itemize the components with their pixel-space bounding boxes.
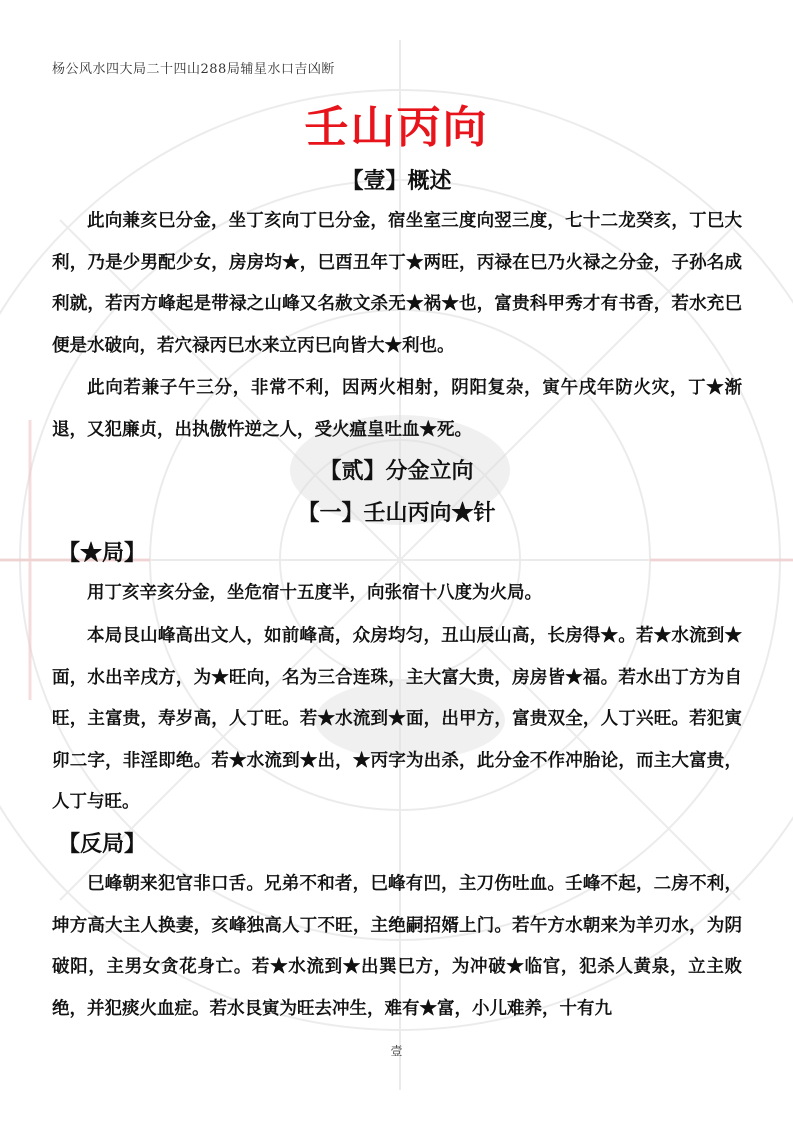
overview-paragraph-1: 此向兼亥巳分金，坐丁亥向丁巳分金，宿坐室三度向翌三度，七十二龙癸亥，丁巳大利，乃是少男配少女，房房均★，巳酉丑年丁★两旺，丙禄在巳乃火禄之分金，子孙名成利就，若丙方峰起是带禄之山峰又名赦文杀无★祸★也，富贵科甲秀才有书香，若水充巳便是水破向，若穴禄丙巳水来立丙巳向皆大★利也。: [52, 211, 742, 356]
fenjin-heading: 【贰】分金立向: [319, 458, 474, 484]
running-header: 杨公风水四大局二十四山288局辅星水口吉凶断: [52, 62, 335, 77]
sub-heading-needle: 【一】壬山丙向★针: [297, 500, 496, 526]
ju-paragraph-1: 用丁亥辛亥分金，坐危宿十五度半，向张宿十八度为火局。: [87, 583, 542, 603]
page-number: 壹: [390, 1044, 403, 1058]
overview-heading: 【壹】概述: [341, 168, 452, 194]
fanju-heading: 【反局】: [58, 831, 147, 857]
ju-paragraph-2: 本局艮山峰高出文人，如前峰高，众房均匀，丑山辰山高，长房得★。若★水流到★面，水出辛戌方，为★旺向，名为三合连珠，主大富大贵，房房皆★福。若水出丁方为自旺，主富贵，寿岁高，人丁旺。若★水流到★面，出甲方，富贵双全，人丁兴旺。若犯寅卯二字，非淫即绝。若★水流到★出，★丙字为出杀，此分金不作冲胎论，而主大富贵，人丁与旺。: [52, 626, 742, 812]
page-title: 壬山丙向: [304, 102, 489, 153]
ju-heading: 【★局】: [58, 540, 147, 566]
fanju-paragraph-1: 巳峰朝来犯官非口舌。兄弟不和者，巳峰有凹，主刀伤吐血。壬峰不起，二房不利，坤方高大主人换妻，亥峰独高人丁不旺，主绝嗣招婿上门。若午方水朝来为羊刃水，为阴破阳，主男女贪花身亡。若★水流到★出巽巳方，为冲破★临官，犯杀人黄泉，立主败绝，并犯痰火血症。若水艮寅为旺去冲生，难有★富，小儿难养，十有九: [52, 874, 742, 1019]
overview-paragraph-2: 此向若兼子午三分，非常不利，因两火相射，阴阳复杂，寅午戌年防火灾，丁★渐退，又犯廉贞，出执傲忤逆之人，受火瘟皇吐血★死。: [52, 378, 742, 440]
